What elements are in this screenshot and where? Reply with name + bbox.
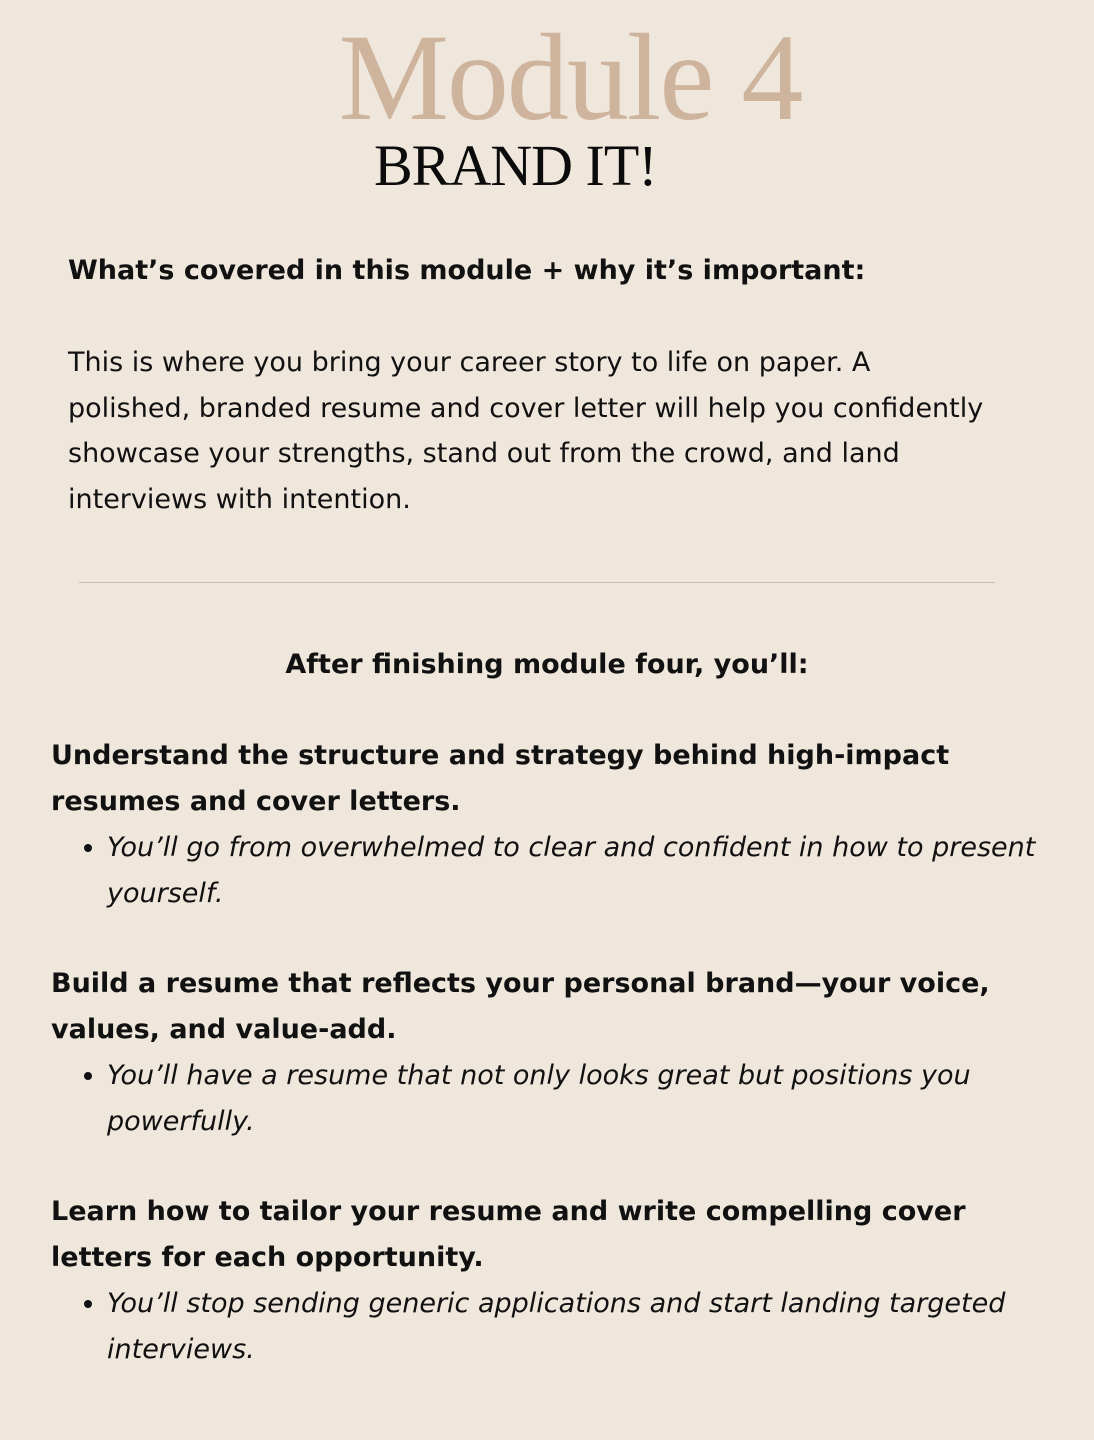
outcome-title: Understand the structure and strategy behind high-impact resumes and cover letters.	[51, 740, 950, 817]
outcome-detail: • You’ll stop sending generic applications and start landing targeted interviews.	[107, 1281, 1061, 1372]
divider	[79, 582, 995, 583]
outcome-title: Learn how to tailor your resume and write compelling cover letters for each opportunity.	[51, 1196, 966, 1273]
module-title: Module 4	[338, 9, 802, 146]
outcome-title: Build a resume that reflects your personal brand—your voice, values, and value-add.	[51, 968, 990, 1045]
outcome-detail: • You’ll have a resume that not only looks great but positions you powerfully.	[107, 1053, 1061, 1144]
outcome-item	[51, 1189, 1061, 1372]
outcomes-heading: After finishing module four, you’ll:	[285, 649, 809, 680]
covered-body: This is where you bring your career story to life on paper. A polished, branded resume and cover letter will help you confidently showcase your strengths, stand out from the crowd, and land interviews with intention.	[68, 347, 984, 515]
outcome-detail: • You’ll go from overwhelmed to clear and confident in how to present yourself.	[107, 825, 1061, 916]
outcome-item	[51, 961, 1061, 1144]
covered-heading: What’s covered in this module + why it’s important:	[68, 255, 866, 286]
module-subtitle: BRAND IT!	[374, 133, 657, 198]
outcome-item	[51, 733, 1061, 916]
